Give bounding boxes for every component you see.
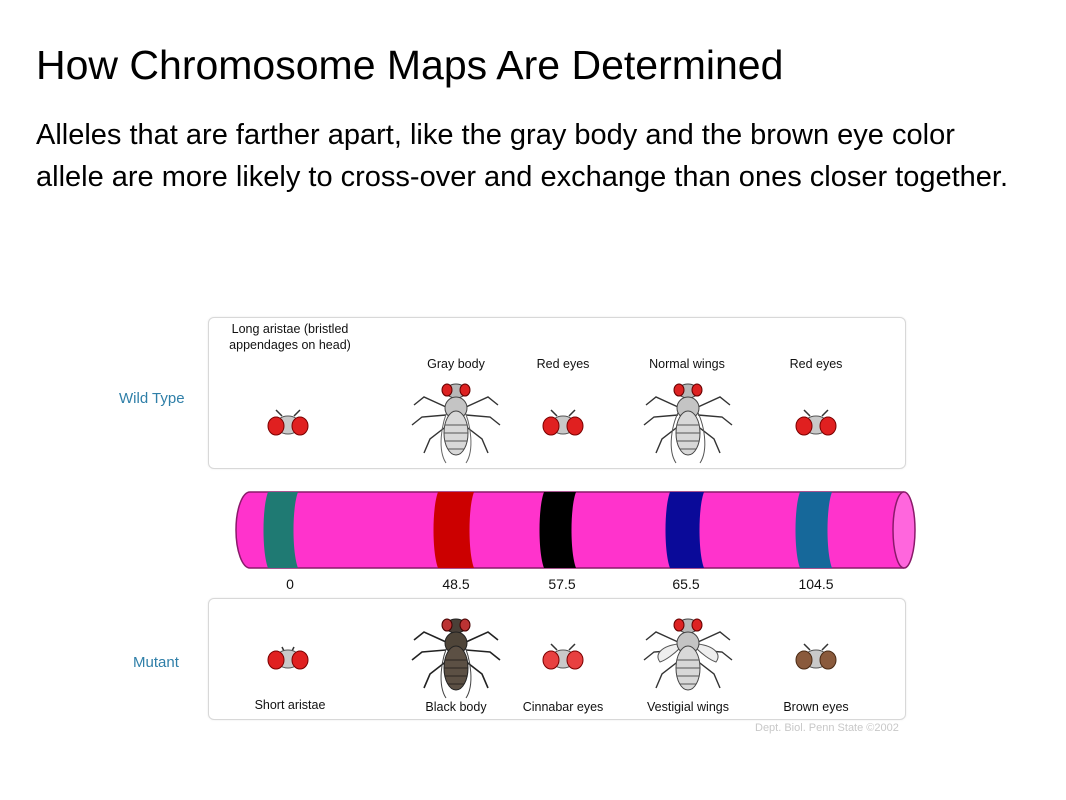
trait-red-eyes-2: Red eyes	[789, 357, 843, 371]
band-65-5	[666, 492, 705, 568]
normal-wings-fly-icon	[642, 375, 734, 465]
trait-red-eyes-1: Red eyes	[536, 357, 590, 371]
gray-body-fly-icon	[410, 375, 502, 465]
brown-eyes-fly-head-icon	[794, 642, 838, 672]
trait-vestigial-wings: Vestigial wings	[647, 700, 729, 714]
mutant-label: Mutant	[133, 654, 179, 671]
trait-black-body: Black body	[425, 700, 487, 714]
map-position-104-5: 104.5	[798, 576, 834, 592]
map-position-48-5: 48.5	[442, 576, 470, 592]
map-position-57-5: 57.5	[548, 576, 576, 592]
black-body-fly-icon	[410, 610, 502, 700]
slide-body-text: Alleles that are farther apart, like the gray body and the brown eye color allele are more likely to cross-over and exchange than ones closer together.	[36, 119, 1009, 193]
chromosome-left-cap	[236, 492, 250, 568]
map-position-0: 0	[286, 576, 294, 592]
trait-long-aristae: Long aristae (bristled appendages on head)	[229, 322, 351, 352]
map-position-65-5: 65.5	[672, 576, 700, 592]
fly-head-icon	[266, 642, 310, 672]
band-48-5	[434, 492, 475, 568]
chromosome-right-cap	[893, 492, 915, 568]
band-0	[264, 492, 299, 568]
fly-head-icon	[794, 408, 838, 438]
wild-type-label: Wild Type	[119, 390, 185, 407]
band-104-5	[796, 492, 833, 568]
slide-title: How Chromosome Maps Are Determined	[36, 42, 784, 88]
trait-cinnabar-eyes: Cinnabar eyes	[522, 700, 604, 714]
chromosome-diagram	[232, 488, 922, 577]
band-57-5	[540, 492, 577, 568]
trait-brown-eyes: Brown eyes	[783, 700, 849, 714]
trait-short-aristae: Short aristae	[254, 698, 326, 712]
fly-head-icon	[541, 642, 585, 672]
chromosome-svg	[232, 488, 922, 572]
vestigial-wings-fly-icon	[642, 610, 734, 694]
trait-gray-body: Gray body	[427, 357, 485, 371]
trait-normal-wings: Normal wings	[649, 357, 725, 371]
fly-head-icon	[541, 408, 585, 438]
credit-text: Dept. Biol. Penn State ©2002	[755, 722, 899, 734]
fly-head-icon	[266, 408, 310, 438]
